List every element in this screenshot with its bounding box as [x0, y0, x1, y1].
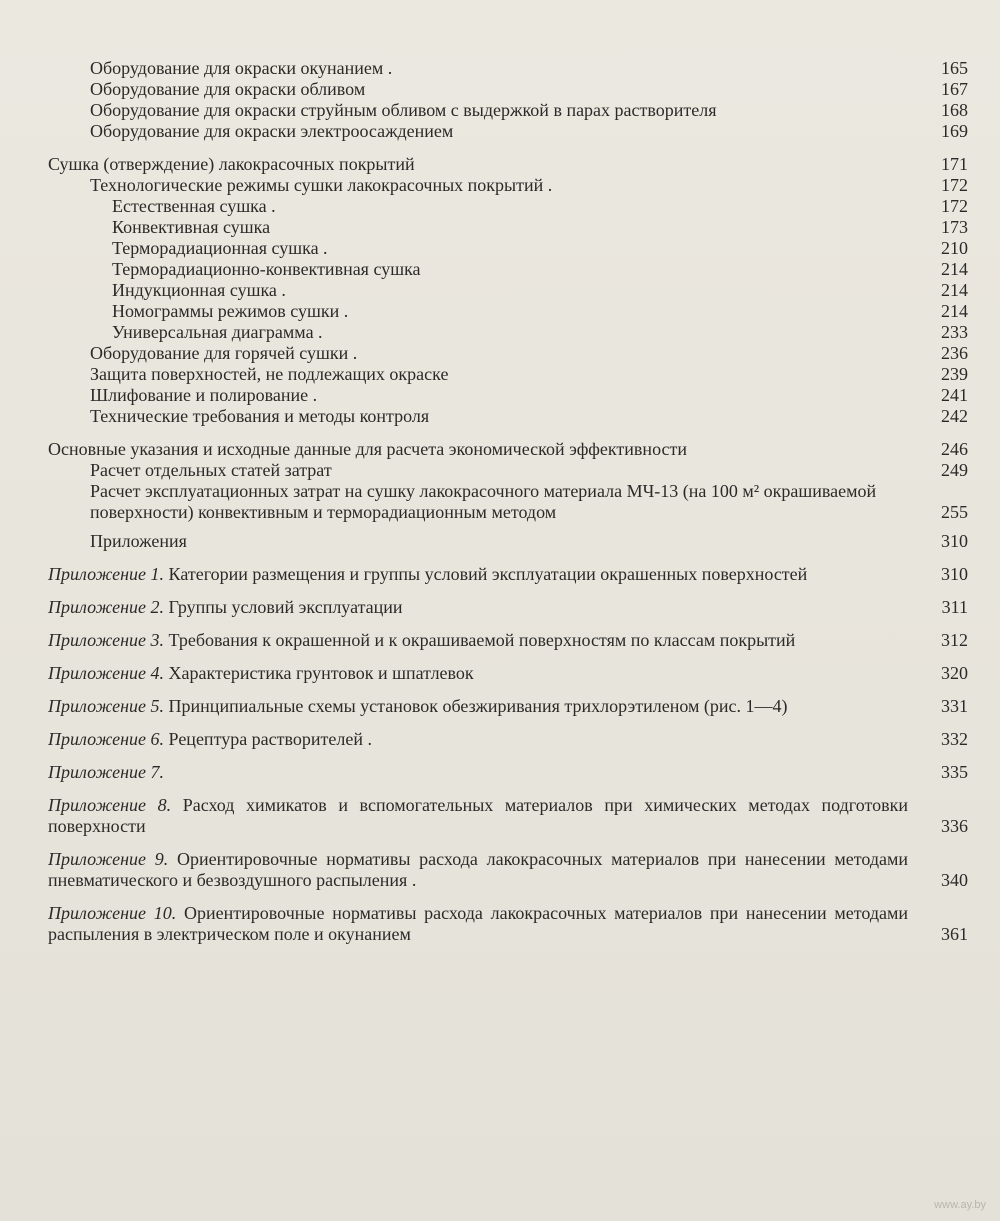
appendix-label: Приложение 6.	[48, 729, 165, 749]
toc-page-number: 210	[941, 238, 968, 258]
toc-entry	[48, 196, 968, 217]
appendix-label: Приложение 4.	[48, 663, 165, 683]
toc-entry-title: Основные указания и исходные данные для расчета экономической эффективности	[48, 439, 687, 459]
toc-entry-title: Расчет отдельных статей затрат	[90, 460, 332, 480]
toc-appendix	[48, 795, 968, 837]
toc-page-number: 311	[941, 597, 968, 617]
toc-page-number: 172	[941, 196, 968, 216]
toc-appendix	[48, 630, 968, 651]
toc-entry	[48, 280, 968, 301]
toc-appendix	[48, 903, 968, 945]
appendix-label: Приложение 10.	[48, 903, 177, 923]
toc-entry	[48, 121, 968, 142]
toc-entry-title: Конвективная сушка	[112, 217, 271, 237]
toc-appendix	[48, 729, 968, 750]
toc-page-number: 165	[941, 58, 968, 78]
appendix-label: Приложение 9.	[48, 849, 169, 869]
toc-appendix	[48, 762, 968, 783]
toc-entry-title: Сушка (отверждение) лакокрасочных покрытий	[48, 154, 415, 174]
toc-appendix	[48, 597, 968, 618]
toc-page-number: 340	[941, 870, 968, 890]
toc-entry	[48, 217, 968, 238]
toc-entry	[48, 79, 968, 100]
appendix-title: Характеристика грунтовок и шпатлевок	[168, 663, 474, 683]
toc-page-number: 168	[941, 100, 968, 120]
toc-appendix	[48, 663, 968, 684]
toc-page-number: 173	[941, 217, 968, 237]
toc-entry-title: Терморадиационная сушка .	[112, 238, 328, 258]
toc-page-number: 169	[941, 121, 968, 141]
toc-page-number: 249	[941, 460, 968, 480]
appendix-title: Расход химикатов и вспомогательных материалов при химических методах подготовки поверхности	[48, 795, 908, 836]
toc-entry	[48, 343, 968, 364]
toc-appendix	[48, 696, 968, 717]
toc-section-heading	[48, 439, 968, 460]
toc-entry-title: Оборудование для окраски электроосаждением	[90, 121, 454, 141]
toc-page-number: 214	[941, 259, 968, 279]
toc-page-number: 171	[941, 154, 968, 174]
toc-page-number: 331	[941, 696, 968, 716]
toc-page-number: 233	[941, 322, 968, 342]
toc-entry-title: Оборудование для горячей сушки .	[90, 343, 358, 363]
toc-entry	[48, 301, 968, 322]
toc-page-number: 242	[941, 406, 968, 426]
appendix-label: Приложение 2.	[48, 597, 165, 617]
toc-page-number: 214	[941, 301, 968, 321]
toc-appendix	[48, 849, 968, 891]
toc-entry	[48, 259, 968, 280]
toc-entry-title: Терморадиационно-конвективная сушка	[112, 259, 421, 279]
toc-page-number: 312	[941, 630, 968, 650]
appendix-label: Приложение 7.	[48, 762, 165, 782]
toc-entry	[48, 100, 968, 121]
toc-page-number: 172	[941, 175, 968, 195]
toc-entry-title: Технические требования и методы контроля	[90, 406, 430, 426]
toc-section-heading	[48, 154, 968, 175]
toc-entry	[48, 385, 968, 406]
toc-page-number: 239	[941, 364, 968, 384]
toc-page-number: 336	[941, 816, 968, 836]
appendix-title: Группы условий эксплуатации	[168, 597, 403, 617]
toc-entry	[48, 238, 968, 259]
watermark: www.ay.by	[934, 1199, 986, 1211]
toc-page-number: 310	[941, 564, 968, 584]
appendix-title: Ориентировочные нормативы расхода лакокрасочных материалов при нанесении методами пневматического и безвоздушного распыления .	[48, 849, 909, 890]
toc-page-number: 320	[941, 663, 968, 683]
toc-entry-title: Оборудование для окраски обливом	[90, 79, 366, 99]
toc-entry	[48, 460, 968, 481]
toc-entry-title: Естественная сушка .	[112, 196, 276, 216]
toc-entry-title: Шлифование и полирование .	[90, 385, 318, 405]
toc-entry-title: Расчет эксплуатационных затрат на сушку лакокрасочного материала МЧ-13 (на 100 м² окрашиваемой поверхности) конвективным и терморадиационным методом	[90, 481, 877, 522]
toc-entry	[48, 175, 968, 196]
toc-page-number: 332	[941, 729, 968, 749]
toc-page-number: 246	[941, 439, 968, 459]
toc-entry	[48, 531, 968, 552]
toc-entry	[48, 481, 968, 523]
toc-page-number: 236	[941, 343, 968, 363]
table-of-contents	[48, 58, 968, 945]
appendix-title: Категории размещения и группы условий эксплуатации окрашенных поверхностей	[168, 564, 808, 584]
appendix-title: Принципиальные схемы установок обезжиривания трихлорэтиленом (рис. 1—4)	[168, 696, 788, 716]
toc-entry-title: Приложения	[90, 531, 187, 551]
toc-page-number: 255	[941, 502, 968, 522]
toc-entry	[48, 58, 968, 79]
toc-page-number: 167	[941, 79, 968, 99]
toc-entry-title: Оборудование для окраски окунанием .	[90, 58, 393, 78]
appendix-label: Приложение 8.	[48, 795, 172, 815]
toc-entry-title: Защита поверхностей, не подлежащих окраске	[90, 364, 449, 384]
toc-appendix	[48, 564, 968, 585]
toc-entry-title: Оборудование для окраски струйным обливом с выдержкой в парах растворителя	[90, 100, 717, 120]
toc-page-number: 361	[941, 924, 968, 944]
toc-page-number: 310	[941, 531, 968, 551]
toc-entry-title: Индукционная сушка .	[112, 280, 286, 300]
appendix-label: Приложение 1.	[48, 564, 165, 584]
appendix-label: Приложение 5.	[48, 696, 165, 716]
appendix-title: Ориентировочные нормативы расхода лакокрасочных материалов при нанесении методами распыления в электрическом поле и окунанием	[48, 903, 909, 944]
toc-page-number: 335	[941, 762, 968, 782]
appendix-label: Приложение 3.	[48, 630, 165, 650]
toc-entry-title: Универсальная диаграмма .	[112, 322, 323, 342]
toc-entry-title: Технологические режимы сушки лакокрасочных покрытий .	[90, 175, 553, 195]
appendix-title: Рецептура растворителей .	[168, 729, 372, 749]
toc-entry-title: Номограммы режимов сушки .	[112, 301, 349, 321]
toc-page-number: 214	[941, 280, 968, 300]
appendix-title: Требования к окрашенной и к окрашиваемой поверхностям по классам покрытий	[168, 630, 796, 650]
toc-entry	[48, 364, 968, 385]
toc-page-number: 241	[941, 385, 968, 405]
toc-entry	[48, 322, 968, 343]
toc-entry	[48, 406, 968, 427]
